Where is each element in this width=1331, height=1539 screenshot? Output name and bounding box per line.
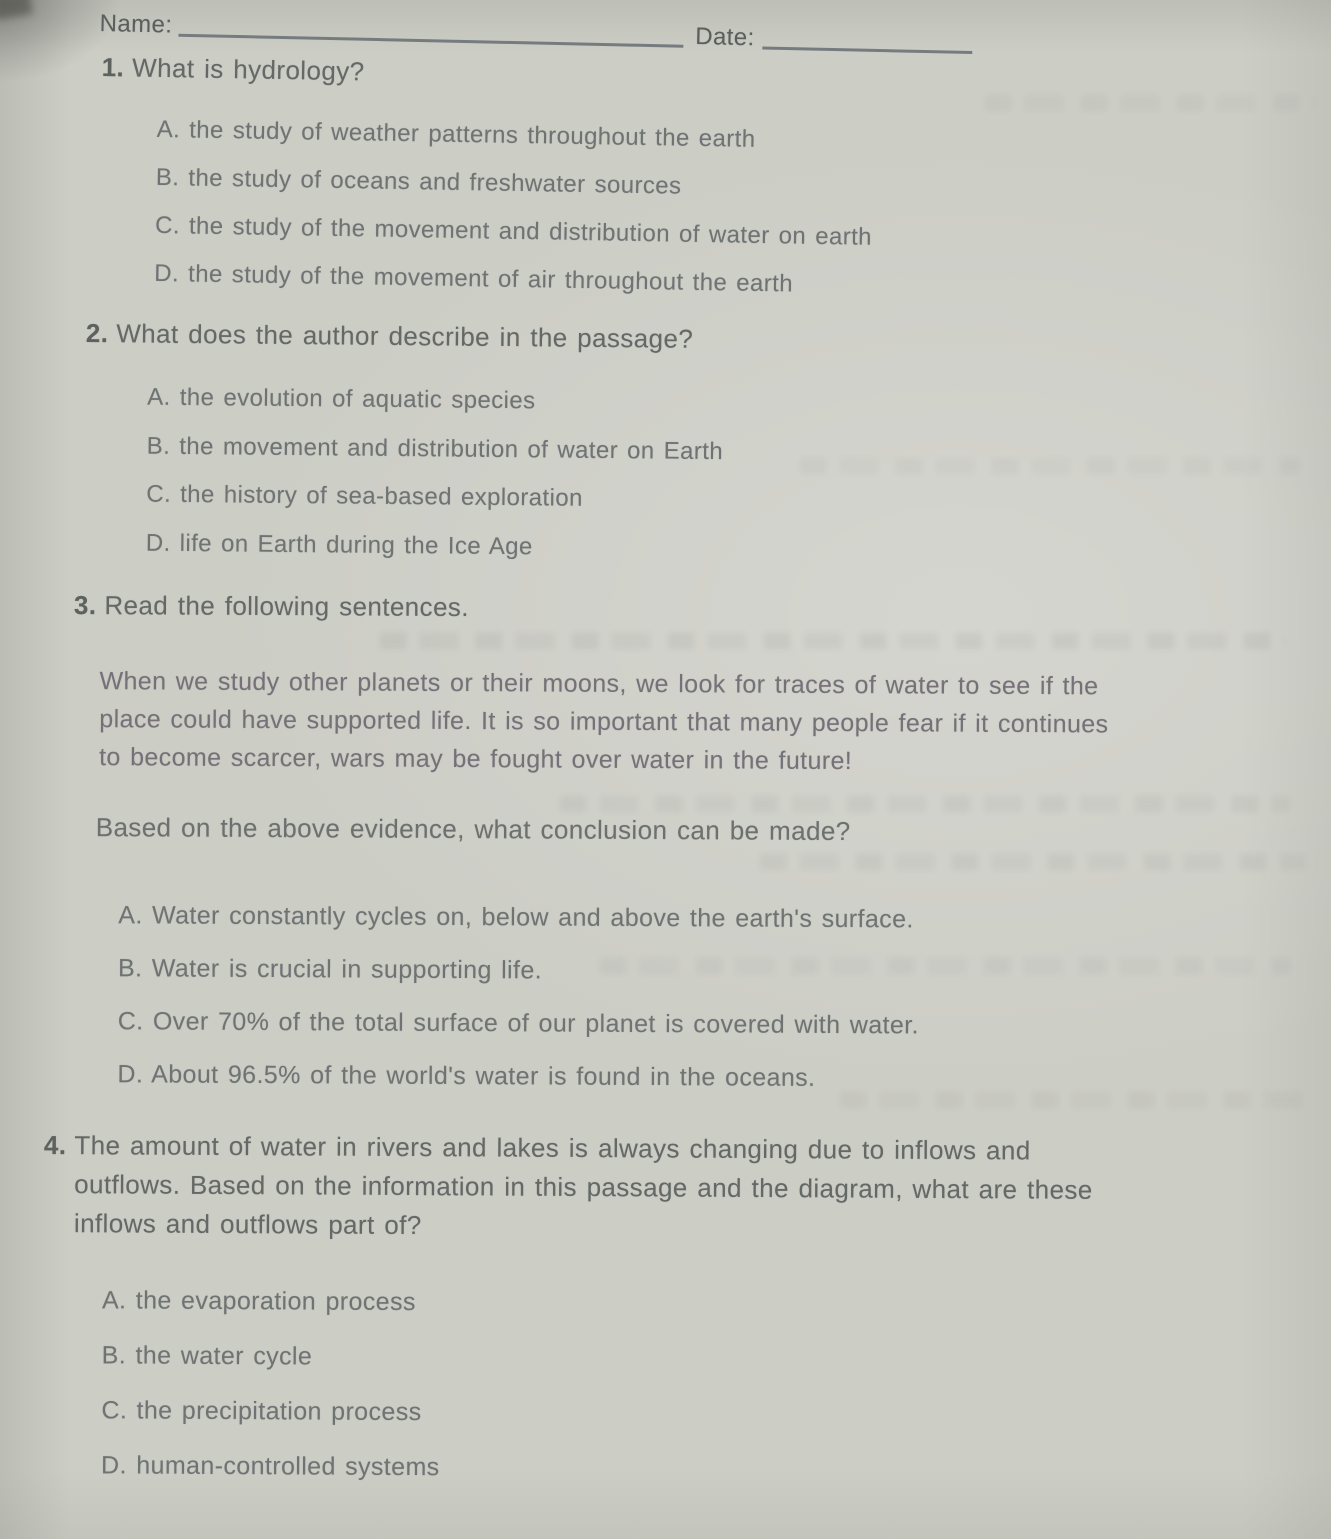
question-2-text: What does the author describe in the passage? xyxy=(116,318,694,354)
name-label: Name: xyxy=(99,10,173,39)
option-a: A. Water constantly cycles on, below and above the earth's surface. xyxy=(118,901,914,934)
bleed-through-artifact xyxy=(380,633,1285,649)
question-3-text: Read the following sentences. xyxy=(104,590,469,623)
bleed-through-artifact xyxy=(800,458,1300,474)
option-c: C. Over 70% of the total surface of our planet is covered with water. xyxy=(117,1007,919,1040)
question-2-number: 2. xyxy=(85,317,109,349)
option-a: A. the evaporation process xyxy=(101,1286,416,1317)
question-1-number: 1. xyxy=(101,51,125,83)
question-4-text-line: The amount of water in rivers and lakes is always changing due to inflows and xyxy=(74,1130,1031,1166)
question-4 xyxy=(42,1126,1093,1511)
bleed-through-artifact xyxy=(840,1092,1305,1108)
option-d: D. About 96.5% of the world's water is found in the oceans. xyxy=(117,1060,816,1092)
question-4-text-line: inflows and outflows part of? xyxy=(73,1208,422,1241)
option-c: C. the study of the movement and distribution of water on earth xyxy=(154,211,873,251)
option-b: B. the study of oceans and freshwater sources xyxy=(155,163,682,200)
bleed-through-artifact xyxy=(560,796,1290,812)
followup-question: Based on the above evidence, what conclusion can be made? xyxy=(95,812,851,847)
question-1 xyxy=(98,50,875,319)
option-c: C. the history of sea-based exploration xyxy=(146,480,583,512)
question-1-text: What is hydrology? xyxy=(131,52,365,87)
passage-line: When we study other planets or their moons, we look for traces of water to see if the xyxy=(99,667,1099,701)
bleed-through-artifact xyxy=(985,95,1315,111)
option-d: D. human-controlled systems xyxy=(101,1451,440,1482)
passage-text xyxy=(99,662,1300,782)
option-b: B. Water is crucial in supporting life. xyxy=(117,954,543,985)
bleed-through-artifact xyxy=(760,854,1305,870)
name-blank-line xyxy=(178,34,683,48)
date-blank-line xyxy=(762,46,972,54)
passage-line: to become scarcer, wars may be fought over water in the future! xyxy=(99,743,853,776)
option-b: B. the movement and distribution of water on Earth xyxy=(146,432,724,465)
name-date-row xyxy=(99,10,972,57)
question-1-options xyxy=(154,115,874,301)
question-4-number: 4. xyxy=(43,1129,67,1161)
question-3-title xyxy=(74,588,1300,628)
question-2-title xyxy=(86,316,725,356)
question-4-text xyxy=(74,1126,1093,1249)
question-4-title xyxy=(43,1126,1093,1249)
option-b: B. the water cycle xyxy=(101,1341,313,1371)
question-2-options xyxy=(146,383,724,564)
passage-line: place could have supported life. It is so important that many people fear if it continues xyxy=(99,705,1109,739)
question-3-number: 3. xyxy=(73,590,97,621)
question-4-options xyxy=(101,1285,1092,1486)
date-label: Date: xyxy=(694,22,755,52)
bleed-through-artifact xyxy=(600,958,1290,974)
question-3-options xyxy=(117,900,1298,1095)
option-d: D. the study of the movement of air throughout the earth xyxy=(154,259,794,298)
question-2 xyxy=(84,316,725,582)
option-a: A. the evolution of aquatic species xyxy=(147,383,536,415)
option-c: C. the precipitation process xyxy=(101,1396,422,1427)
option-d: D. life on Earth during the Ice Age xyxy=(145,529,533,560)
question-1-title xyxy=(101,50,874,97)
question-4-text-line: outflows. Based on the information in this passage and the diagram, what are these xyxy=(74,1169,1093,1205)
option-a: A. the study of weather patterns throughout the earth xyxy=(156,115,756,153)
